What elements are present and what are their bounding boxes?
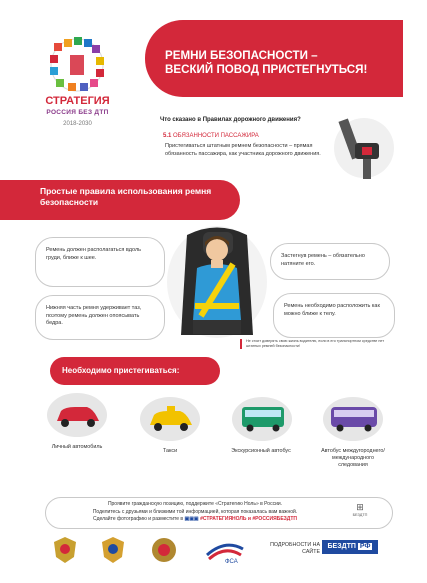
driver-seat-illustration [165, 220, 270, 340]
rules-text: Пристегиваться штатным ремнем безопасности – прямая обязанность пассажира, как участника дорожного движения. [165, 143, 321, 157]
promo-line-3 [60, 516, 330, 524]
hero-title [165, 49, 400, 77]
site-badge-rf: РФ [359, 543, 371, 550]
seatbelt-buckle-icon [333, 113, 395, 183]
vehicle-car-circle [47, 393, 107, 437]
details-text: ПОДРОБНОСТИ НА САЙТЕ [270, 542, 320, 555]
tip-close-to-body: Ремень необходимо расположить как можно ближе к телу. [273, 293, 395, 338]
agency-logo-icon [205, 535, 245, 565]
intercity-bus-icon [323, 397, 383, 441]
vehicle-tour-bus-circle [232, 397, 292, 441]
qr-label: БЕЗДТП [352, 513, 368, 517]
brand-title: СТРАТЕГИЯ [45, 95, 110, 107]
social-icons: ▣▣▣ [184, 516, 199, 522]
brand-block [30, 96, 125, 130]
promo-line-1: Проявите гражданскую позицию, поддержите «Стратегию Ноль» в России. [107, 501, 283, 507]
promo-hashtags: #СТРАТЕГИЯНОЛЬ и #РОССИЯБЕЗДТП [200, 516, 298, 522]
tip-chest: Ремень должен располагаться вдоль груди, ближе к шее. [35, 237, 165, 287]
tour-bus-icon [232, 397, 292, 441]
svg-text:ФСА: ФСА [225, 559, 238, 565]
tip-hips: Нижняя часть ремня удерживает таз, поэтому ремень должен опоясывать бедра. [35, 295, 165, 340]
emblem-2-icon [100, 535, 126, 565]
vehicle-taxi-circle [140, 397, 200, 441]
section-rules-banner [0, 180, 240, 220]
warning-note: Не стоит доверять свою жизнь водителю, если в его транспортном средстве нет штатных ремней безопасности! [240, 339, 386, 349]
section-buckle-banner [50, 357, 220, 385]
rules-question: Что сказано в Правилах дорожного движения? [160, 117, 301, 123]
vehicle-taxi-label: Такси [162, 448, 178, 454]
vehicle-intercity-bus-label: Автобус междугороднего/ международного следования [321, 448, 385, 468]
rules-section-title: ОБЯЗАННОСТИ ПАССАЖИРА [173, 133, 259, 139]
qr-block[interactable] [340, 502, 380, 524]
strategy-logo-icon [40, 35, 115, 95]
section-buckle-title: Необходимо пристегиваться: [62, 366, 180, 375]
qr-icon: ⊞ [356, 502, 364, 512]
hero-title-line-2: ВЕСКИЙ ПОВОД ПРИСТЕГНУТЬСЯ! [165, 63, 368, 76]
vehicle-intercity-bus-circle [323, 397, 383, 441]
tip-tighten: Застегнув ремень – обязательно натяните его. [270, 243, 390, 280]
rules-section-number: 5.1 [163, 133, 172, 139]
rules-section-heading [163, 133, 259, 139]
promo-line-2: Поделитесь с друзьями и близкими той информацией, которая показалась вам важной. [92, 508, 298, 515]
hero-title-line-1: РЕМНИ БЕЗОПАСНОСТИ – [165, 49, 318, 62]
brand-subtitle: РОССИЯ БЕЗ ДТП [46, 109, 109, 116]
section-rules-title: Простые правила использования ремня безопасности [40, 186, 212, 207]
emblem-3-icon [151, 535, 177, 565]
brand-years: 2018-2030 [63, 121, 92, 127]
vehicle-tour-bus-label: Экскурсионный автобус [231, 448, 291, 454]
taxi-icon [140, 397, 200, 441]
promo-text [60, 501, 330, 524]
vehicle-car-label: Личный автомобиль [51, 444, 103, 450]
car-icon [47, 393, 107, 437]
promo-line-3-prefix: Сделайте фотографию и разместите в [92, 516, 184, 522]
emblem-1-icon [52, 535, 78, 565]
site-badge[interactable] [322, 540, 378, 554]
site-badge-main: БЕЗДТП [327, 543, 356, 550]
